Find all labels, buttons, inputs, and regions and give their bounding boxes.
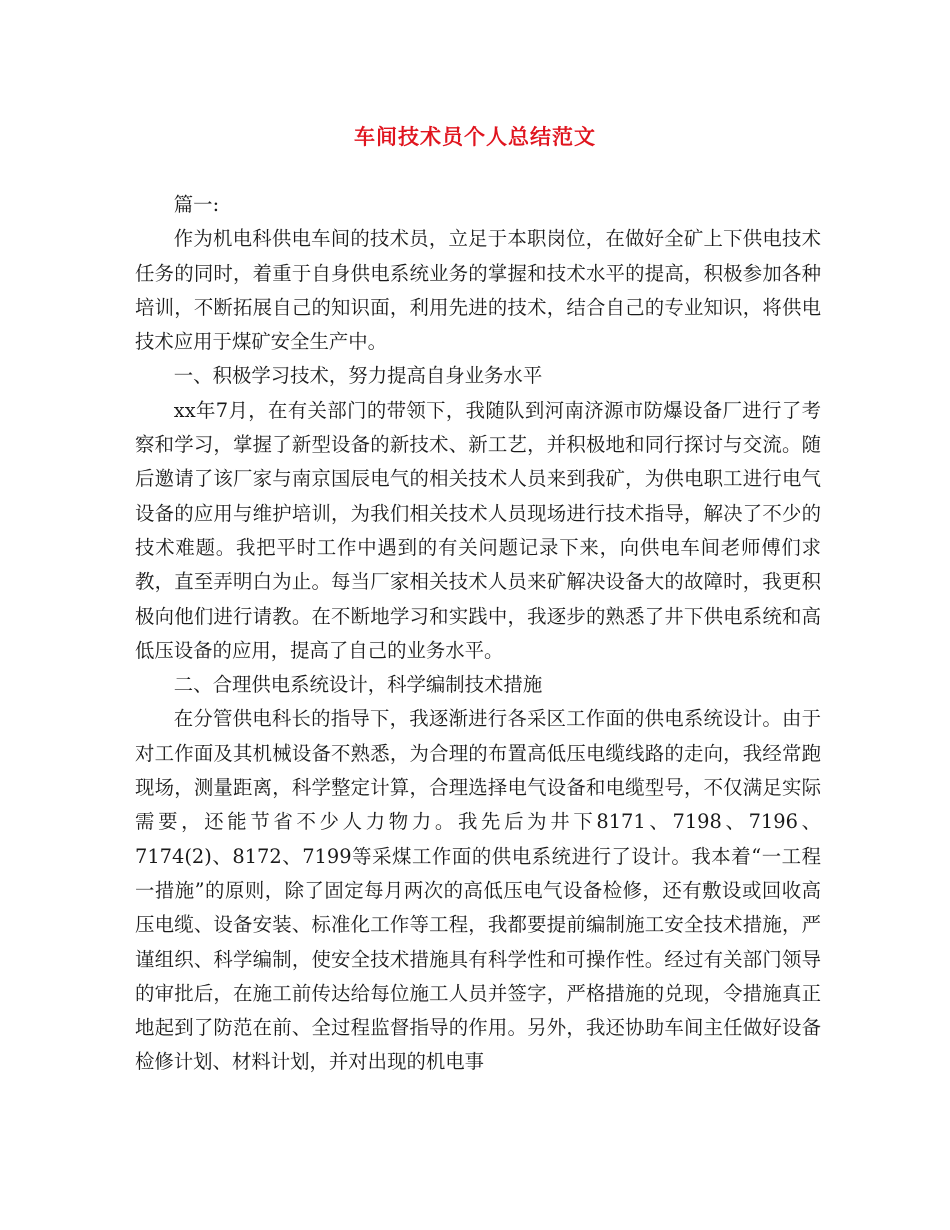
section-label: 篇一:: [173, 193, 220, 216]
paragraph-section-2: 在分管供电科长的指导下，我逐渐进行各采区工作面的供电系统设计。由于对工作面及其机械设备不熟悉，为合理的布置高低压电缆线路的走向，我经常跑现场，测量距离，科学整定计算，合理选择电气设备和电缆型号，不仅满足实际需要，还能节省不少人力物力。我先后为井下8171、7198、7196、7174(2)、8172、7199等采煤工作面的供电系统进行了设计。我本着“一工程一措施”的原则，除了固定每月两次的高低压电气设备检修，还有敷设或回收高压电缆、设备安装、标准化工作等工程，我都要提前编制施工安全技术措施，严谨组织、科学编制，使安全技术措施具有科学性和可操作性。经过有关部门领导的审批后，在施工前传达给每位施工人员并签字，严格措施的兑现，令措施真正地起到了防范在前、全过程监督指导的作用。另外，我还协助车间主任做好设备检修计划、材料计划，并对出现的机电事: [135, 707, 821, 1074]
paragraph-intro: 作为机电科供电车间的技术员，立足于本职岗位，在做好全矿上下供电技术任务的同时，着重于自身供电系统业务的掌握和技术水平的提高，积极参加各种培训，不断拓展自己的知识面，利用先进的技术，结合自己的专业知识，将供电技术应用于煤矿安全生产中。: [135, 227, 821, 354]
section-heading-2: 二、合理供电系统设计，科学编制技术措施: [173, 673, 543, 697]
paragraph-section-1: xx年7月，在有关部门的带领下，我随队到河南济源市防爆设备厂进行了考察和学习，掌握了新型设备的新技术、新工艺，并积极地和同行探讨与交流。随后邀请了该厂家与南京国辰电气的相关技术人员来到我矿，为供电职工进行电气设备的应用与维护培训，为我们相关技术人员现场进行技术指导，解决了不少的技术难题。我把平时工作中遇到的有关问题记录下来，向供电车间老师傅们求教，直至弄明白为止。每当厂家相关技术人员来矿解决设备大的故障时，我更积极向他们进行请教。在不断地学习和实践中，我逐步的熟悉了井下供电系统和高低压设备的应用，提高了自己的业务水平。: [135, 398, 821, 662]
document-body: [135, 188, 821, 1080]
section-heading-1: 一、积极学习技术，努力提高自身业务水平: [173, 364, 543, 388]
document-title: 车间技术员个人总结范文: [354, 124, 596, 149]
